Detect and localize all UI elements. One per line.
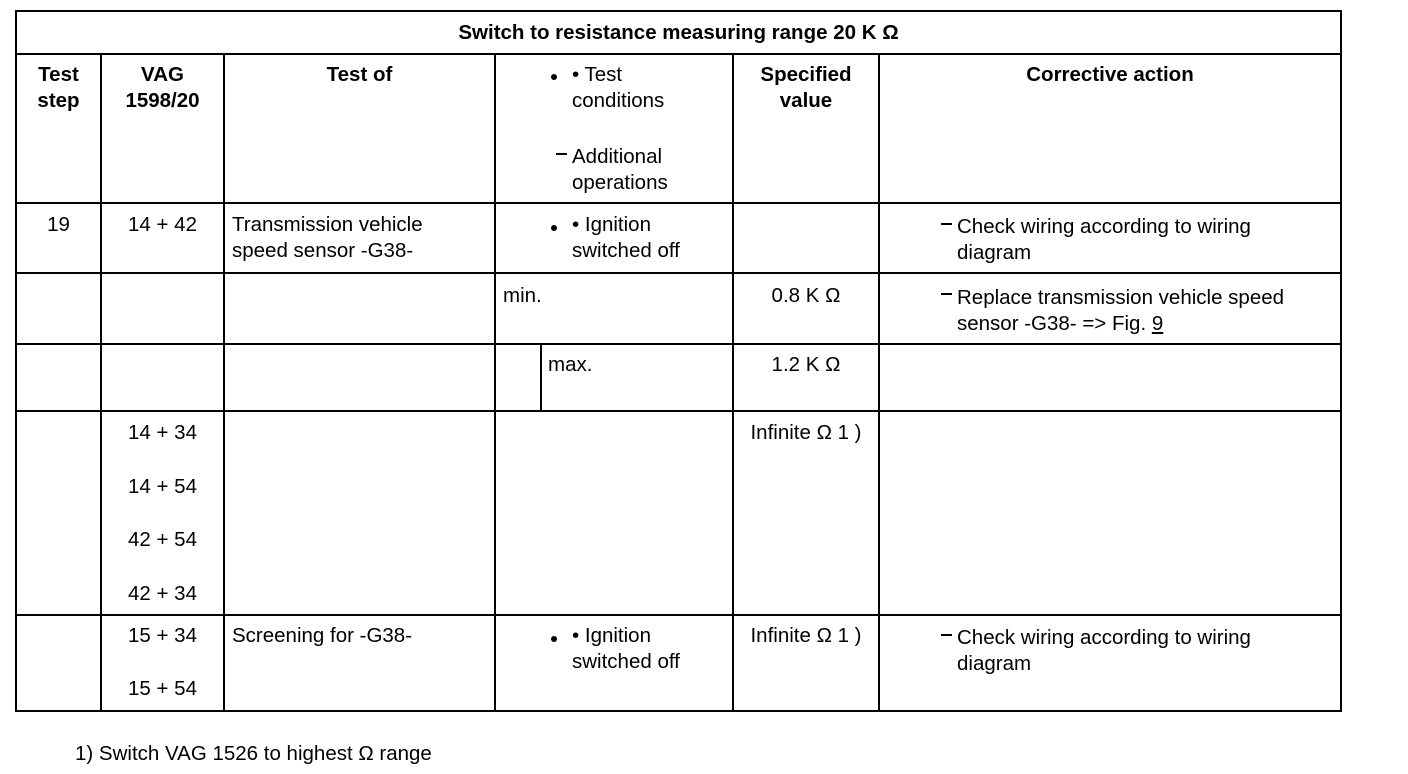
row2-specified-value: 0.8 K Ω bbox=[771, 284, 841, 307]
col-divider-step bbox=[100, 53, 102, 712]
dash-icon bbox=[941, 223, 952, 225]
dash-icon bbox=[941, 634, 952, 636]
table-title: Switch to resistance measuring range 20 K Ω bbox=[458, 21, 899, 44]
row5-test-of: Screening for -G38- bbox=[232, 624, 413, 647]
bullet-icon bbox=[551, 225, 557, 231]
table-right-border bbox=[1340, 10, 1342, 712]
header-row-divider bbox=[15, 202, 1342, 204]
dash-icon bbox=[556, 153, 567, 155]
header-vag: VAG 1598/20 bbox=[125, 63, 200, 112]
header-test-of: Test of bbox=[326, 63, 393, 86]
header-corrective-action: Corrective action bbox=[1026, 63, 1194, 86]
row5-specified-value: Infinite Ω 1 ) bbox=[750, 624, 862, 647]
footnote: 1) Switch VAG 1526 to highest Ω range bbox=[75, 742, 432, 765]
dash-icon bbox=[941, 293, 952, 295]
bullet-icon bbox=[551, 74, 557, 80]
header-test-conditions: • Test conditions bbox=[572, 63, 665, 112]
row4-vag-1: 14 + 34 bbox=[128, 421, 197, 444]
col-divider-vag bbox=[223, 53, 225, 712]
col-divider-specified bbox=[878, 53, 880, 712]
row4-vag-2: 14 + 54 bbox=[128, 475, 197, 498]
row5-vag-1: 15 + 34 bbox=[128, 624, 197, 647]
row4-vag-3: 42 + 54 bbox=[128, 528, 197, 551]
row3-divider bbox=[15, 410, 1342, 412]
row4-specified-value: Infinite Ω 1 ) bbox=[750, 421, 862, 444]
row2-corrective-action: Replace transmission vehicle speed sensor -G38- => Fig. 9 bbox=[957, 286, 1285, 335]
row2-condition-min: min. bbox=[503, 284, 542, 307]
table-left-border bbox=[15, 10, 17, 712]
row3-specified-value: 1.2 K Ω bbox=[771, 353, 841, 376]
max-subcell-divider bbox=[540, 343, 542, 412]
col-divider-conditions bbox=[732, 53, 734, 712]
row5-vag-2: 15 + 54 bbox=[128, 677, 197, 700]
row3-condition-max: max. bbox=[548, 353, 593, 376]
title-row-divider bbox=[15, 53, 1342, 55]
row1-corrective-action: Check wiring according to wiring diagram bbox=[957, 215, 1251, 264]
row1-conditions: • Ignition switched off bbox=[572, 213, 680, 262]
row4-vag-4: 42 + 34 bbox=[128, 582, 197, 605]
table-top-border bbox=[15, 10, 1342, 12]
table-bottom-border bbox=[15, 710, 1342, 712]
figure-link[interactable]: 9 bbox=[1151, 312, 1164, 335]
bullet-icon bbox=[551, 636, 557, 642]
row1-vag: 14 + 42 bbox=[128, 213, 197, 236]
row2-divider bbox=[15, 343, 1342, 345]
row1-test-of: Transmission vehicle speed sensor -G38- bbox=[232, 213, 423, 262]
header-additional-operations: Additional operations bbox=[572, 145, 668, 194]
row5-corrective-action: Check wiring according to wiring diagram bbox=[957, 626, 1251, 675]
header-test-step: Test step bbox=[37, 63, 80, 112]
row1-test-step: 19 bbox=[47, 213, 70, 236]
header-specified-value: Specified value bbox=[760, 63, 852, 112]
row1-divider bbox=[15, 272, 1342, 274]
col-divider-testof bbox=[494, 53, 496, 712]
row5-conditions: • Ignition switched off bbox=[572, 624, 680, 673]
row4-divider bbox=[15, 614, 1342, 616]
